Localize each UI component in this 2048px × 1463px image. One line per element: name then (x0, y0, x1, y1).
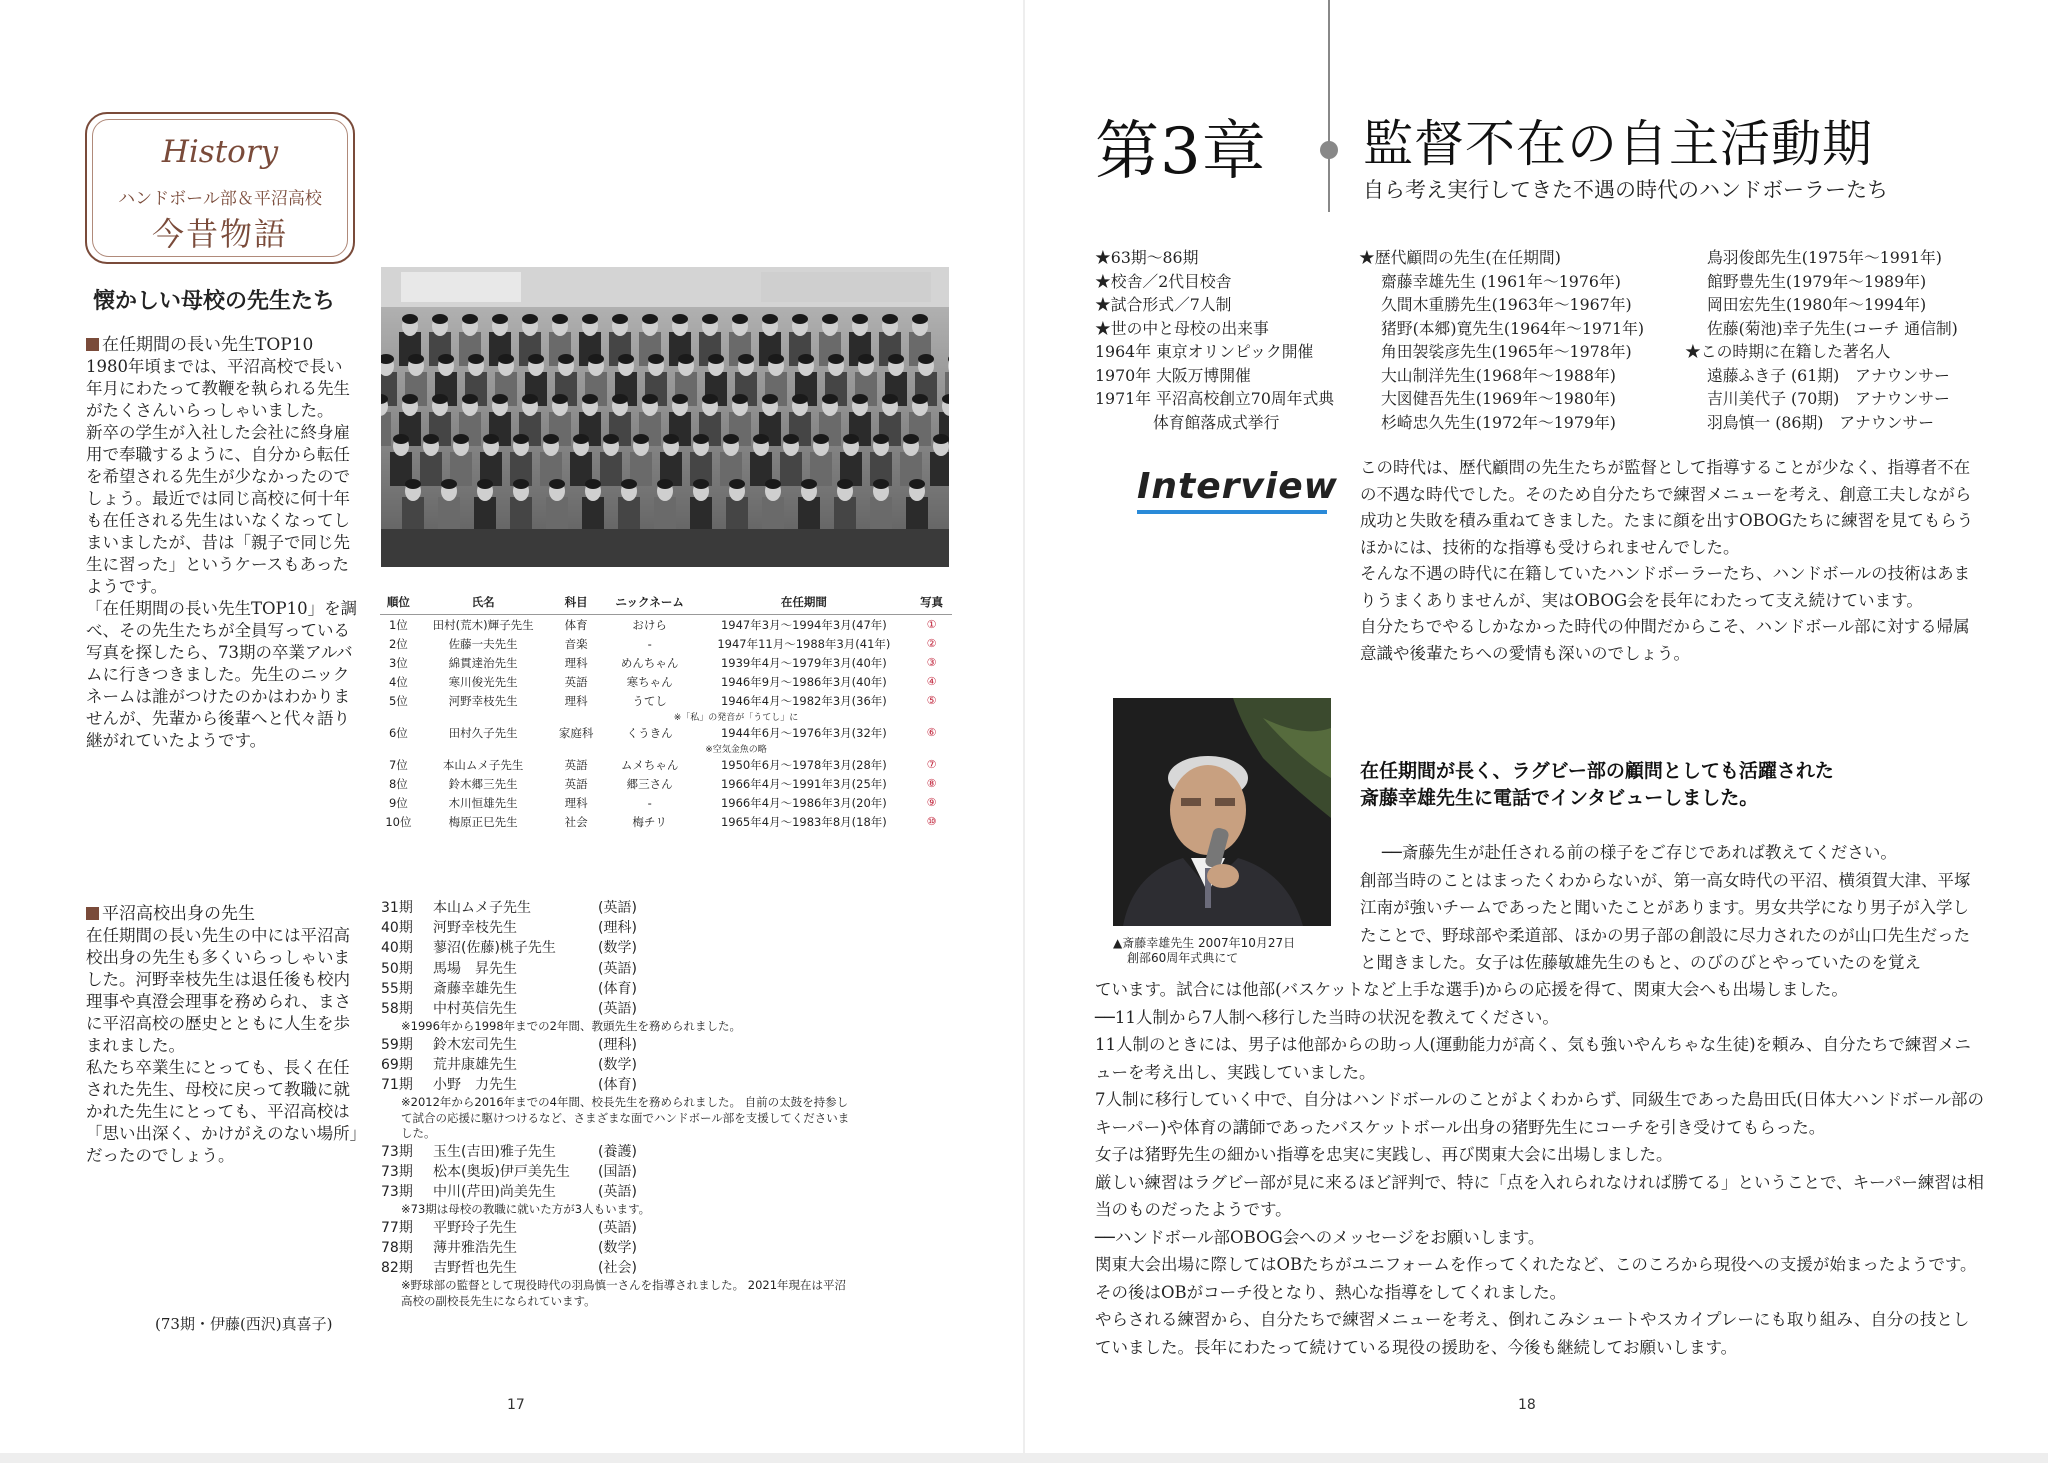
section1-paragraph: 1980年頃までは、平沼高校で長い年月にわたって教鞭を執られる先生がたくさんいらっしゃいました。 (86, 357, 350, 420)
col-header: 在任期間 (697, 592, 912, 615)
table-cell-name: 綿貫達治先生 (448, 655, 518, 670)
table-note: ※「私」の発音が「うてし」に (673, 713, 799, 723)
table-cell-subject: 体育 (564, 617, 588, 632)
alumni-note: ※1996年から1998年までの2年間、教頭先生を務められました。 (401, 1019, 741, 1034)
alumni-ki: 58期 (381, 1000, 413, 1017)
alumni-ki: 40期 (381, 920, 413, 937)
alumni-teacher-list (381, 898, 851, 1309)
table-cell-name: 梅原正巳先生 (448, 814, 518, 829)
page-number: 17 (507, 1397, 525, 1413)
alumni-subject: (英語) (598, 1000, 637, 1017)
qa-paragraph: 関東大会出場に際してはOBたちがユニフォームを作ってくれたなど、このころから現役への支援が始まったようです。 (1095, 1255, 1977, 1274)
section1-heading (86, 330, 313, 355)
alumni-name: 馬場 昇先生 (433, 960, 517, 977)
table-cell-name: 田村(荒木)輝子先生 (432, 617, 534, 632)
table-cell-subject: 理科 (564, 655, 588, 670)
alumni-name: 中村英信先生 (433, 1000, 517, 1017)
fact-line: 1964年 東京オリンピック開催 (1095, 342, 1314, 361)
table-cell-nick: くうきん (626, 725, 673, 740)
list-item (381, 999, 851, 1019)
history-badge (85, 112, 355, 264)
alumni-name: 小野 力先生 (433, 1077, 517, 1093)
list-item (381, 918, 851, 938)
table-cell-nick: うてし (632, 693, 667, 708)
alumni-ki: 55期 (381, 980, 413, 997)
table-cell-subject: 英語 (564, 674, 588, 689)
qa-paragraph: ています。試合には他部(バスケットなど上手な選手)からの応援を得て、関東大会へも出場しました。 (1095, 980, 1848, 999)
interview-qa-top (1360, 839, 1985, 977)
facts-column-1 (1095, 246, 1334, 434)
alumni-subject: (数学) (598, 1239, 637, 1256)
table-cell-rank: 10位 (385, 814, 412, 829)
table-cell-nick: おけら (632, 617, 667, 632)
fact-line: ★世の中と母校の出来事 (1095, 318, 1269, 338)
title-divider-dot (1320, 141, 1338, 159)
list-item (381, 898, 851, 918)
alumni-subject: (国語) (598, 1163, 637, 1180)
table-cell-period: 1966年4月〜1991年3月(25年) (720, 776, 887, 791)
alumni-subject: (体育) (598, 1077, 637, 1093)
list-item (381, 959, 851, 979)
interview-heading-line: 斎藤幸雄先生に電話でインタビューしました。 (1360, 787, 1759, 809)
list-item (381, 1035, 851, 1055)
section1-body (86, 356, 358, 752)
alumni-ki: 73期 (381, 1143, 413, 1160)
alumni-name: 吉野哲也先生 (433, 1260, 517, 1277)
table-cell-period: 1965年4月〜1983年8月(18年) (720, 814, 887, 829)
alumni-subject: (英語) (598, 1219, 637, 1236)
fact-line: 1971年 平沼高校創立70周年式典 (1095, 389, 1335, 408)
fact-line: 齋藤幸雄先生 (1961年〜1976年) (1381, 271, 1621, 291)
table-cell-name: 田村久子先生 (448, 725, 518, 740)
ranking-table (380, 592, 952, 831)
table-cell-period: 1946年9月〜1986年3月(40年) (720, 674, 887, 689)
badge-subtitle: ハンドボール部＆平沼高校 (118, 189, 322, 209)
qa-paragraph: ──11人制から7人制へ移行した当時の状況を教えてください。 (1095, 1007, 1559, 1027)
intro-paragraph: この時代は、歴代顧問の先生たちが監督として指導することが少なく、指導者不在の不遇な時代でした。そのため自分たちで練習メニューを考え、創意工夫しながら成功と失敗を積み重ねてきました。たまに顔を出すOBOGたちに練習を見てもらうほかには、技術的な指導も受けられませんでした。 (1360, 458, 1974, 557)
table-cell-photo: ⑤ (926, 694, 937, 707)
fact-line: 体育館落成式挙行 (1153, 412, 1280, 432)
table-cell-subject: 家庭科 (558, 725, 594, 740)
table-cell-period: 1946年4月〜1982年3月(36年) (720, 693, 887, 708)
table-cell-nick: 梅チリ (632, 814, 667, 829)
table-cell-period: 1950年6月〜1978年3月(28年) (720, 757, 887, 772)
alumni-name: 玉生(吉田)雅子先生 (433, 1143, 556, 1160)
section2-heading-text: 平沼高校出身の先生 (102, 904, 255, 924)
alumni-subject: (数学) (598, 940, 637, 957)
alumni-name: 荒井康雄先生 (433, 1056, 517, 1073)
fact-line: 角田袈裟彦先生(1965年〜1978年) (1381, 342, 1632, 361)
table-cell-subject: 社会 (564, 814, 588, 829)
table-row (380, 755, 952, 774)
fact-line: 杉崎忠久先生(1972年〜1979年) (1381, 412, 1616, 432)
alumni-ki: 59期 (381, 1036, 413, 1053)
table-cell-photo: ③ (926, 656, 937, 669)
qa-paragraph: 創部当時のことはまったくわからないが、第一高女時代の平沼、横須賀大津、平塚江南が強いチームであったと聞いたことがあります。男女共学になり男子が入学したことで、野球部や柔道部、ほかの男子部の創設に尽力されたのが山口先生だったと聞きました。女子は佐藤敏雄先生のもと、のびのびとやっていたのを覚え (1360, 870, 1971, 972)
alumni-subject: (英語) (598, 1184, 637, 1201)
col-header: 順位 (380, 592, 417, 615)
table-cell-rank: 1位 (388, 617, 408, 632)
alumni-ki: 73期 (381, 1163, 413, 1180)
alumni-name: 平野玲子先生 (433, 1219, 517, 1236)
table-cell-rank: 6位 (388, 725, 408, 740)
facts-column-3 (1685, 246, 1958, 434)
fact-line: ★校舎／2代目校舎 (1095, 271, 1232, 291)
signature: (73期・伊藤(西沢)真喜子) (155, 1315, 333, 1333)
table-note-row (380, 742, 952, 755)
fact-line: 岡田宏先生(1980年〜1994年) (1707, 295, 1927, 314)
alumni-ki: 40期 (381, 940, 413, 957)
fact-line: 吉川美代子 (70期) アナウンサー (1707, 389, 1950, 408)
col-header: 写真 (911, 592, 952, 615)
col-header: ニックネーム (603, 592, 697, 615)
alumni-subject: (体育) (598, 980, 637, 997)
qa-paragraph: ──ハンドボール部OBOG会へのメッセージをお願いします。 (1095, 1227, 1545, 1247)
table-cell-photo: ⑦ (926, 758, 937, 771)
alumni-name: 河野幸枝先生 (433, 920, 517, 937)
interview-heading-line: 在任期間が長く、ラグビー部の顧問としても活躍された (1360, 760, 1834, 782)
section2-body (86, 925, 358, 1167)
alumni-note: ※2012年から2016年までの4年間、校長先生を務められました。 自前の太鼓を持参して試合の応援に駆けつけるなど、さまざまな面でハンドボール部を支援してくださいました。 (401, 1095, 850, 1141)
alumni-subject: (理科) (598, 920, 637, 937)
intro-paragraph: そんな不遇の時代に在籍していたハンドボーラーたち、ハンドボールの技術はあまりうまくありませんが、実はOBOG会を長年にわたって支え続けています。 (1360, 564, 1971, 610)
table-row (380, 793, 952, 812)
title-divider-line (1328, 0, 1330, 212)
fact-line: ★試合形式／7人制 (1095, 295, 1232, 314)
caption-line: ▲斎藤幸雄先生 2007年10月27日 (1113, 936, 1296, 950)
table-row (380, 812, 952, 831)
badge-title: 今昔物語 (151, 215, 288, 253)
table-cell-rank: 3位 (388, 655, 408, 670)
alumni-note: ※73期は母校の教職に就いた方が3人もいます。 (401, 1202, 651, 1217)
section-square-icon (86, 907, 99, 920)
table-cell-nick: 寒ちゃん (626, 674, 673, 689)
table-row (380, 774, 952, 793)
list-item (381, 1162, 851, 1182)
alumni-ki: 78期 (381, 1239, 413, 1256)
fact-line: 猪野(本郷)寛先生(1964年〜1971年) (1381, 318, 1645, 338)
table-row (380, 634, 952, 653)
alumni-ki: 73期 (381, 1184, 413, 1201)
table-cell-name: 鈴木郷三先生 (448, 776, 518, 791)
table-note-row (380, 710, 952, 723)
alumni-name: 薄井雅浩先生 (433, 1239, 517, 1256)
interview-word: Interview (1137, 466, 1338, 507)
section1-paragraph: 新卒の学生が入社した会社に終身雇用で奉職するように、自分から転任を希望される先生が少なかったのでしょう。最近では同じ高校に何十年も在任される先生はいなくなってしまいましたが、昔は「親子で同じ先生に習った」というケースもあったようです。 (86, 423, 350, 596)
list-item (381, 1258, 851, 1278)
list-item (381, 1218, 851, 1238)
list-item (381, 1182, 851, 1202)
alumni-ki: 77期 (381, 1219, 413, 1236)
alumni-name: 中川(芹田)尚美先生 (433, 1184, 556, 1201)
section2-heading (86, 899, 255, 924)
table-row (380, 615, 952, 635)
alumni-name: 蓼沼(佐藤)桃子先生 (433, 940, 556, 957)
table-cell-period: 1944年6月〜1976年3月(32年) (720, 725, 887, 740)
table-cell-photo: ① (926, 618, 937, 631)
table-cell-nick: めんちゃん (620, 655, 679, 670)
fact-line: 大山制洋先生(1968年〜1988年) (1381, 365, 1616, 385)
alumni-name: 鈴木宏司先生 (433, 1036, 517, 1053)
interview-underline (1137, 510, 1327, 514)
section2-paragraph: 在任期間の長い先生の中には平沼高校出身の先生も多くいらっしゃいました。河野幸枝先生は退任後も校内理事や真澄会理事を務められ、まさに平沼高校の歴史とともに人生を歩まれました。 (86, 926, 351, 1055)
interview-label (1137, 466, 1352, 514)
qa-paragraph: 7人制に移行していく中で、自分はハンドボールのことがよくわからず、同級生であった島田氏(日体大ハンドボール部のキーパー)や体育の講師であったバスケットボール出身の猪野先生にコーチを引き受けてもらった。 (1095, 1090, 1984, 1137)
table-cell-name: 佐藤一夫先生 (448, 636, 518, 651)
qa-paragraph: その後はOBがコーチ役となり、熱心な指導をしてくれました。 (1095, 1282, 1567, 1302)
table-cell-rank: 4位 (388, 674, 408, 689)
fact-line: 1970年 大阪万博開催 (1095, 365, 1251, 385)
interview-qa-body (1095, 976, 1985, 1361)
page-17 (0, 0, 1023, 1453)
alumni-ki: 71期 (381, 1077, 413, 1093)
chapter-intro (1360, 455, 1985, 667)
page-18 (1025, 0, 2048, 1453)
table-cell-nick: ムメちゃん (620, 757, 679, 772)
photo-caption (1113, 936, 1295, 966)
chapter-title: 監督不在の自主活動期 (1363, 115, 1873, 173)
table-cell-nick: 郷三さん (626, 776, 673, 791)
table-cell-subject: 理科 (564, 693, 588, 708)
table-cell-name: 本山ムメ子先生 (442, 757, 524, 772)
qa-paragraph: 11人制のときには、男子は他部からの助っ人(運動能力が高く、気も強いやんちゃな生徒)を頼み、自分たちで練習メニューを考え出し、実践していました。 (1095, 1035, 1971, 1082)
alumni-name: 松本(奥坂)伊戸美先生 (433, 1163, 570, 1180)
section1-heading-text: 在任期間の長い先生TOP10 (102, 335, 314, 355)
table-cell-rank: 9位 (388, 795, 408, 810)
page-number: 18 (1518, 1397, 1536, 1413)
list-item (381, 938, 851, 958)
alumni-name: 本山ムメ子先生 (433, 900, 531, 916)
alumni-subject: (理科) (598, 1036, 637, 1053)
col-header: 科目 (550, 592, 603, 615)
list-item (381, 1238, 851, 1258)
facts-column-2 (1359, 246, 1644, 434)
table-cell-period: 1966年4月〜1986年3月(20年) (720, 795, 887, 810)
alumni-ki: 82期 (381, 1260, 413, 1277)
section1-paragraph: 「在任期間の長い先生TOP10」を調べ、その先生たちが全員写っている写真を探したら、73期の卒業アルバムに行きつきました。先生のニックネームは誰がつけたのかはわかりませんが、先輩から後輩へと代々語り継がれていたようです。 (86, 599, 358, 750)
saito-teacher-photo (1113, 698, 1331, 926)
intro-paragraph: 自分たちでやるしかなかった時代の仲間だからこそ、ハンドボール部に対する帰属意識や後輩たちへの愛情も深いのでしょう。 (1360, 617, 1970, 663)
table-row (380, 672, 952, 691)
teachers-group-photo (381, 267, 949, 567)
qa-paragraph: ──斎藤先生が赴任される前の様子をご存じであれば教えてください。 (1382, 843, 1897, 862)
table-cell-nick: - (647, 795, 652, 810)
alumni-note: ※野球部の監督として現役時代の羽鳥慎一さんを指導されました。 2021年現在は平沼高校の副校長先生になられています。 (401, 1278, 847, 1308)
table-cell-name: 河野幸枝先生 (448, 693, 518, 708)
fact-line: 大図健吾先生(1969年〜1980年) (1381, 389, 1616, 408)
table-cell-name: 木川恒雄先生 (448, 795, 518, 810)
alumni-subject: (数学) (598, 1056, 637, 1073)
fact-line: 遠藤ふき子 (61期) アナウンサー (1707, 365, 1950, 385)
list-item (381, 1055, 851, 1075)
qa-paragraph: 厳しい練習はラグビー部が見に来るほど評判で、特に「点を入れられなければ勝てる」ということで、キーパー練習は相当のものだったようです。 (1095, 1172, 1984, 1219)
table-cell-rank: 2位 (388, 636, 408, 651)
table-cell-photo: ② (926, 637, 937, 650)
table-cell-rank: 5位 (388, 693, 408, 708)
list-item (381, 1142, 851, 1162)
fact-line: 佐藤(菊池)幸子先生(コーチ 通信制) (1707, 318, 1958, 338)
table-cell-photo: ⑩ (926, 815, 937, 828)
table-row (380, 691, 952, 710)
caption-line: 創部60周年式典にて (1127, 951, 1239, 965)
table-cell-period: 1947年3月〜1994年3月(47年) (720, 617, 887, 632)
table-cell-rank: 7位 (388, 757, 408, 772)
fact-line: 久間木重勝先生(1963年〜1967年) (1381, 295, 1632, 314)
alumni-name: 斎藤幸雄先生 (433, 980, 517, 997)
fact-line: ★63期〜86期 (1095, 248, 1199, 267)
table-row (380, 653, 952, 672)
table-cell-subject: 英語 (564, 757, 588, 772)
table-header-row (380, 592, 952, 615)
table-cell-rank: 8位 (388, 776, 408, 791)
table-cell-nick: - (647, 636, 652, 651)
alumni-subject: (英語) (598, 960, 637, 977)
fact-line: 鳥羽俊郎先生(1975年〜1991年) (1707, 248, 1942, 267)
fact-line: 館野豊先生(1979年〜1989年) (1707, 271, 1927, 291)
qa-paragraph: 女子は猪野先生の細かい指導を忠実に実践し、再び関東大会に出場しました。 (1095, 1145, 1673, 1164)
table-cell-subject: 英語 (564, 776, 588, 791)
left-page-title: 懐かしい母校の先生たち (93, 288, 336, 314)
list-item (381, 979, 851, 999)
table-cell-name: 寒川俊光先生 (448, 674, 518, 689)
badge-script-title: History (161, 134, 279, 170)
fact-line: ★この時期に在籍した著名人 (1685, 342, 1891, 361)
section-square-icon (86, 338, 99, 351)
interview-heading (1360, 758, 1834, 812)
table-note: ※空気金魚の略 (705, 745, 767, 755)
list-item (381, 1075, 851, 1095)
fact-line: ★歴代顧問の先生(在任期間) (1359, 248, 1561, 267)
table-cell-photo: ⑧ (926, 777, 937, 790)
chapter-subtitle: 自ら考え実行してきた不遇の時代のハンドボーラーたち (1363, 178, 1888, 202)
col-header: 氏名 (417, 592, 550, 615)
table-cell-period: 1947年11月〜1988年3月(41年) (717, 636, 891, 651)
ranking-table-body (380, 615, 952, 832)
section2-paragraph: 私たち卒業生にとっても、長く在任された先生、母校に戻って教職に就かれた先生にとっても、平沼高校は「思い出深く、かけがえのない場所」だったのでしょう。 (86, 1058, 358, 1165)
qa-paragraph: やらされる練習から、自分たちで練習メニューを考え、倒れこみシュートやスカイプレーにも取り組み、自分の技としていました。長年にわたって続けている現役の援助を、今後も継続してお願いします。 (1095, 1310, 1970, 1357)
alumni-ki: 31期 (381, 900, 413, 916)
alumni-subject: (社会) (598, 1260, 637, 1277)
alumni-subject: (英語) (598, 900, 637, 916)
table-row (380, 723, 952, 742)
fact-line: 羽鳥慎一 (86期) アナウンサー (1707, 412, 1935, 432)
table-cell-subject: 理科 (564, 795, 588, 810)
alumni-ki: 69期 (381, 1056, 413, 1073)
alumni-ki: 50期 (381, 960, 413, 977)
table-cell-period: 1939年4月〜1979年3月(40年) (720, 655, 887, 670)
table-cell-photo: ⑨ (926, 796, 937, 809)
alumni-subject: (養護) (598, 1143, 637, 1160)
chapter-number: 第3章 (1095, 115, 1267, 189)
table-cell-photo: ⑥ (926, 726, 937, 739)
table-cell-photo: ④ (926, 675, 937, 688)
table-cell-subject: 音楽 (564, 636, 588, 651)
